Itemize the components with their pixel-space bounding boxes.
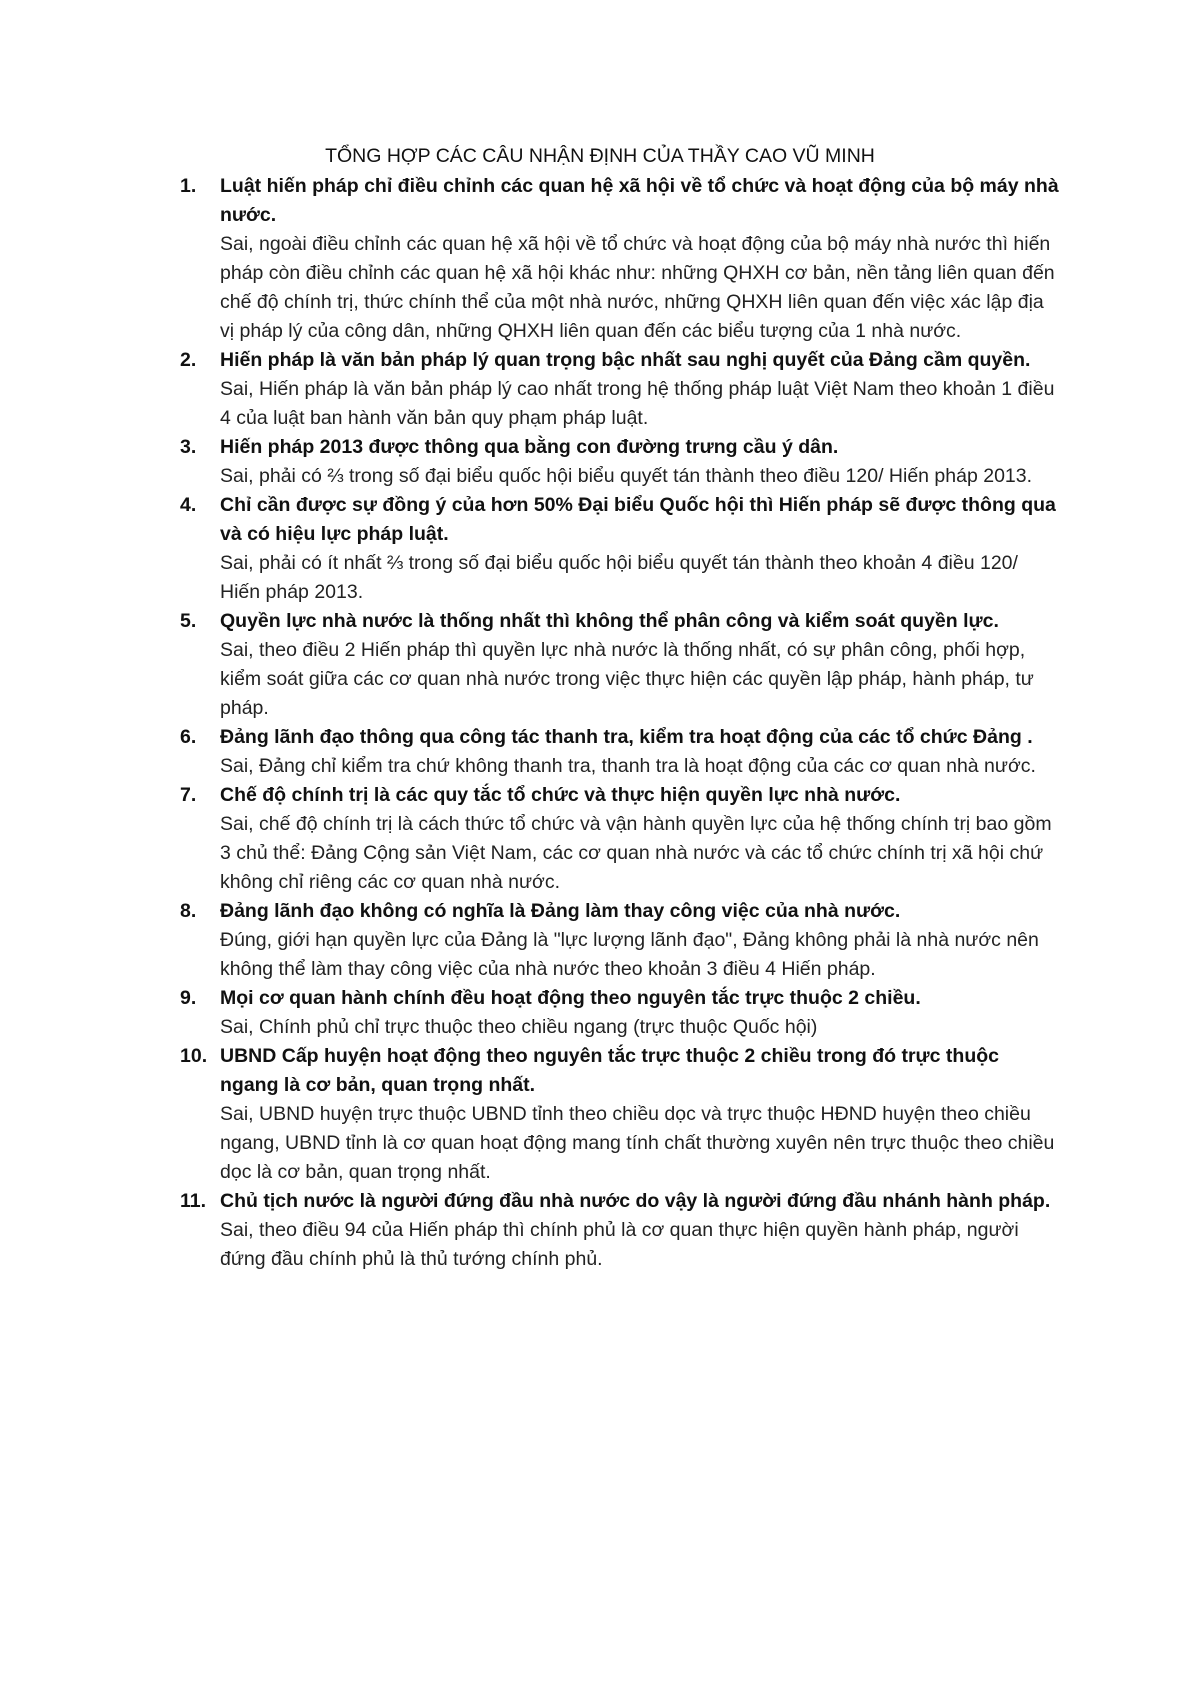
statement-question: Luật hiến pháp chỉ điều chỉnh các quan hệ xã hội về tổ chức và hoạt động của bộ máy nhà nước.	[220, 175, 1059, 226]
list-item	[180, 491, 1060, 607]
item-number: 10.	[180, 1045, 208, 1067]
list-item	[180, 781, 1060, 897]
statement-question: Quyền lực nhà nước là thống nhất thì không thể phân công và kiểm soát quyền lực.	[220, 610, 999, 632]
statement-question: Mọi cơ quan hành chính đều hoạt động theo nguyên tắc trực thuộc 2 chiều.	[220, 987, 921, 1009]
statement-answer: Đúng, giới hạn quyền lực của Đảng là "lực lượng lãnh đạo", Đảng không phải là nhà nước nên không thể làm thay công việc của nhà nước theo khoản 3 điều 4 Hiến pháp.	[220, 929, 1039, 980]
statement-question: Hiến pháp là văn bản pháp lý quan trọng bậc nhất sau nghị quyết của Đảng cầm quyền.	[220, 349, 1031, 371]
list-item	[180, 1042, 1060, 1187]
statement-list	[180, 172, 1060, 1274]
statement-answer: Sai, UBND huyện trực thuộc UBND tỉnh theo chiều dọc và trực thuộc HĐND huyện theo chiều ngang, UBND tỉnh là cơ quan hoạt động mang tính chất thường xuyên nên trực thuộc theo chiều dọc là cơ bản, quan trọng nhất.	[220, 1103, 1055, 1183]
statement-answer: Sai, Hiến pháp là văn bản pháp lý cao nhất trong hệ thống pháp luật Việt Nam theo khoản 1 điều 4 của luật ban hành văn bản quy phạm pháp luật.	[220, 378, 1055, 429]
statement-question: Chế độ chính trị là các quy tắc tổ chức và thực hiện quyền lực nhà nước.	[220, 784, 901, 806]
item-number: 6.	[180, 726, 197, 748]
list-item	[180, 172, 1060, 346]
statement-question: UBND Cấp huyện hoạt động theo nguyên tắc trực thuộc 2 chiều trong đó trực thuộc ngang là cơ bản, quan trọng nhất.	[220, 1045, 1000, 1096]
list-item	[180, 346, 1060, 433]
document-title: TỔNG HỢP CÁC CÂU NHẬN ĐỊNH CỦA THẦY CAO VŨ MINH	[325, 145, 875, 167]
statement-question: Chủ tịch nước là người đứng đầu nhà nước do vậy là người đứng đầu nhánh hành pháp.	[220, 1190, 1051, 1212]
item-number: 9.	[180, 987, 197, 1009]
item-number: 3.	[180, 436, 197, 458]
statement-answer: Sai, theo điều 2 Hiến pháp thì quyền lực nhà nước là thống nhất, có sự phân công, phối hợp, kiểm soát giữa các cơ quan nhà nước trong việc thực hiện các quyền lập pháp, hành pháp, tư pháp.	[220, 639, 1034, 719]
list-item	[180, 984, 1060, 1042]
item-number: 5.	[180, 610, 197, 632]
statement-answer: Sai, chế độ chính trị là cách thức tổ chức và vận hành quyền lực của hệ thống chính trị bao gồm 3 chủ thể: Đảng Cộng sản Việt Nam, các cơ quan nhà nước và các tổ chức chính trị xã hội chứ không chỉ riêng các cơ quan nhà nước.	[220, 813, 1052, 893]
statement-answer: Sai, phải có ⅔ trong số đại biểu quốc hội biểu quyết tán thành theo điều 120/ Hiến pháp 2013.	[220, 465, 1033, 487]
statement-answer: Sai, Đảng chỉ kiểm tra chứ không thanh tra, thanh tra là hoạt động của các cơ quan nhà nước.	[220, 755, 1036, 777]
statement-answer: Sai, Chính phủ chỉ trực thuộc theo chiều ngang (trực thuộc Quốc hội)	[220, 1016, 818, 1038]
statement-question: Chỉ cần được sự đồng ý của hơn 50% Đại biểu Quốc hội thì Hiến pháp sẽ được thông qua và có hiệu lực pháp luật.	[220, 494, 1056, 545]
statement-answer: Sai, phải có ít nhất ⅔ trong số đại biểu quốc hội biểu quyết tán thành theo khoản 4 điều 120/ Hiến pháp 2013.	[220, 552, 1018, 603]
item-number: 1.	[180, 175, 197, 197]
list-item	[180, 1187, 1060, 1274]
item-number: 11.	[180, 1190, 207, 1212]
statement-answer: Sai, ngoài điều chỉnh các quan hệ xã hội về tổ chức và hoạt động của bộ máy nhà nước thì hiến pháp còn điều chỉnh các quan hệ xã hội khác như: những QHXH cơ bản, nền tảng liên quan đến chế độ chính trị, thức chính thể của một nhà nước, những QHXH liên quan đến việc xác lập địa vị pháp lý của công dân, những QHXH liên quan đến các biểu tượng của 1 nhà nước.	[220, 233, 1055, 342]
item-number: 7.	[180, 784, 197, 806]
item-number: 2.	[180, 349, 197, 371]
statement-question: Đảng lãnh đạo thông qua công tác thanh tra, kiểm tra hoạt động của các tổ chức Đảng .	[220, 726, 1033, 748]
statement-answer: Sai, theo điều 94 của Hiến pháp thì chính phủ là cơ quan thực hiện quyền hành pháp, người đứng đầu chính phủ là thủ tướng chính phủ.	[220, 1219, 1019, 1270]
item-number: 4.	[180, 494, 197, 516]
list-item	[180, 433, 1060, 491]
item-number: 8.	[180, 900, 197, 922]
list-item	[180, 897, 1060, 984]
statement-question: Hiến pháp 2013 được thông qua bằng con đường trưng cầu ý dân.	[220, 436, 839, 458]
statement-question: Đảng lãnh đạo không có nghĩa là Đảng làm thay công việc của nhà nước.	[220, 900, 901, 922]
list-item	[180, 723, 1060, 781]
list-item	[180, 607, 1060, 723]
